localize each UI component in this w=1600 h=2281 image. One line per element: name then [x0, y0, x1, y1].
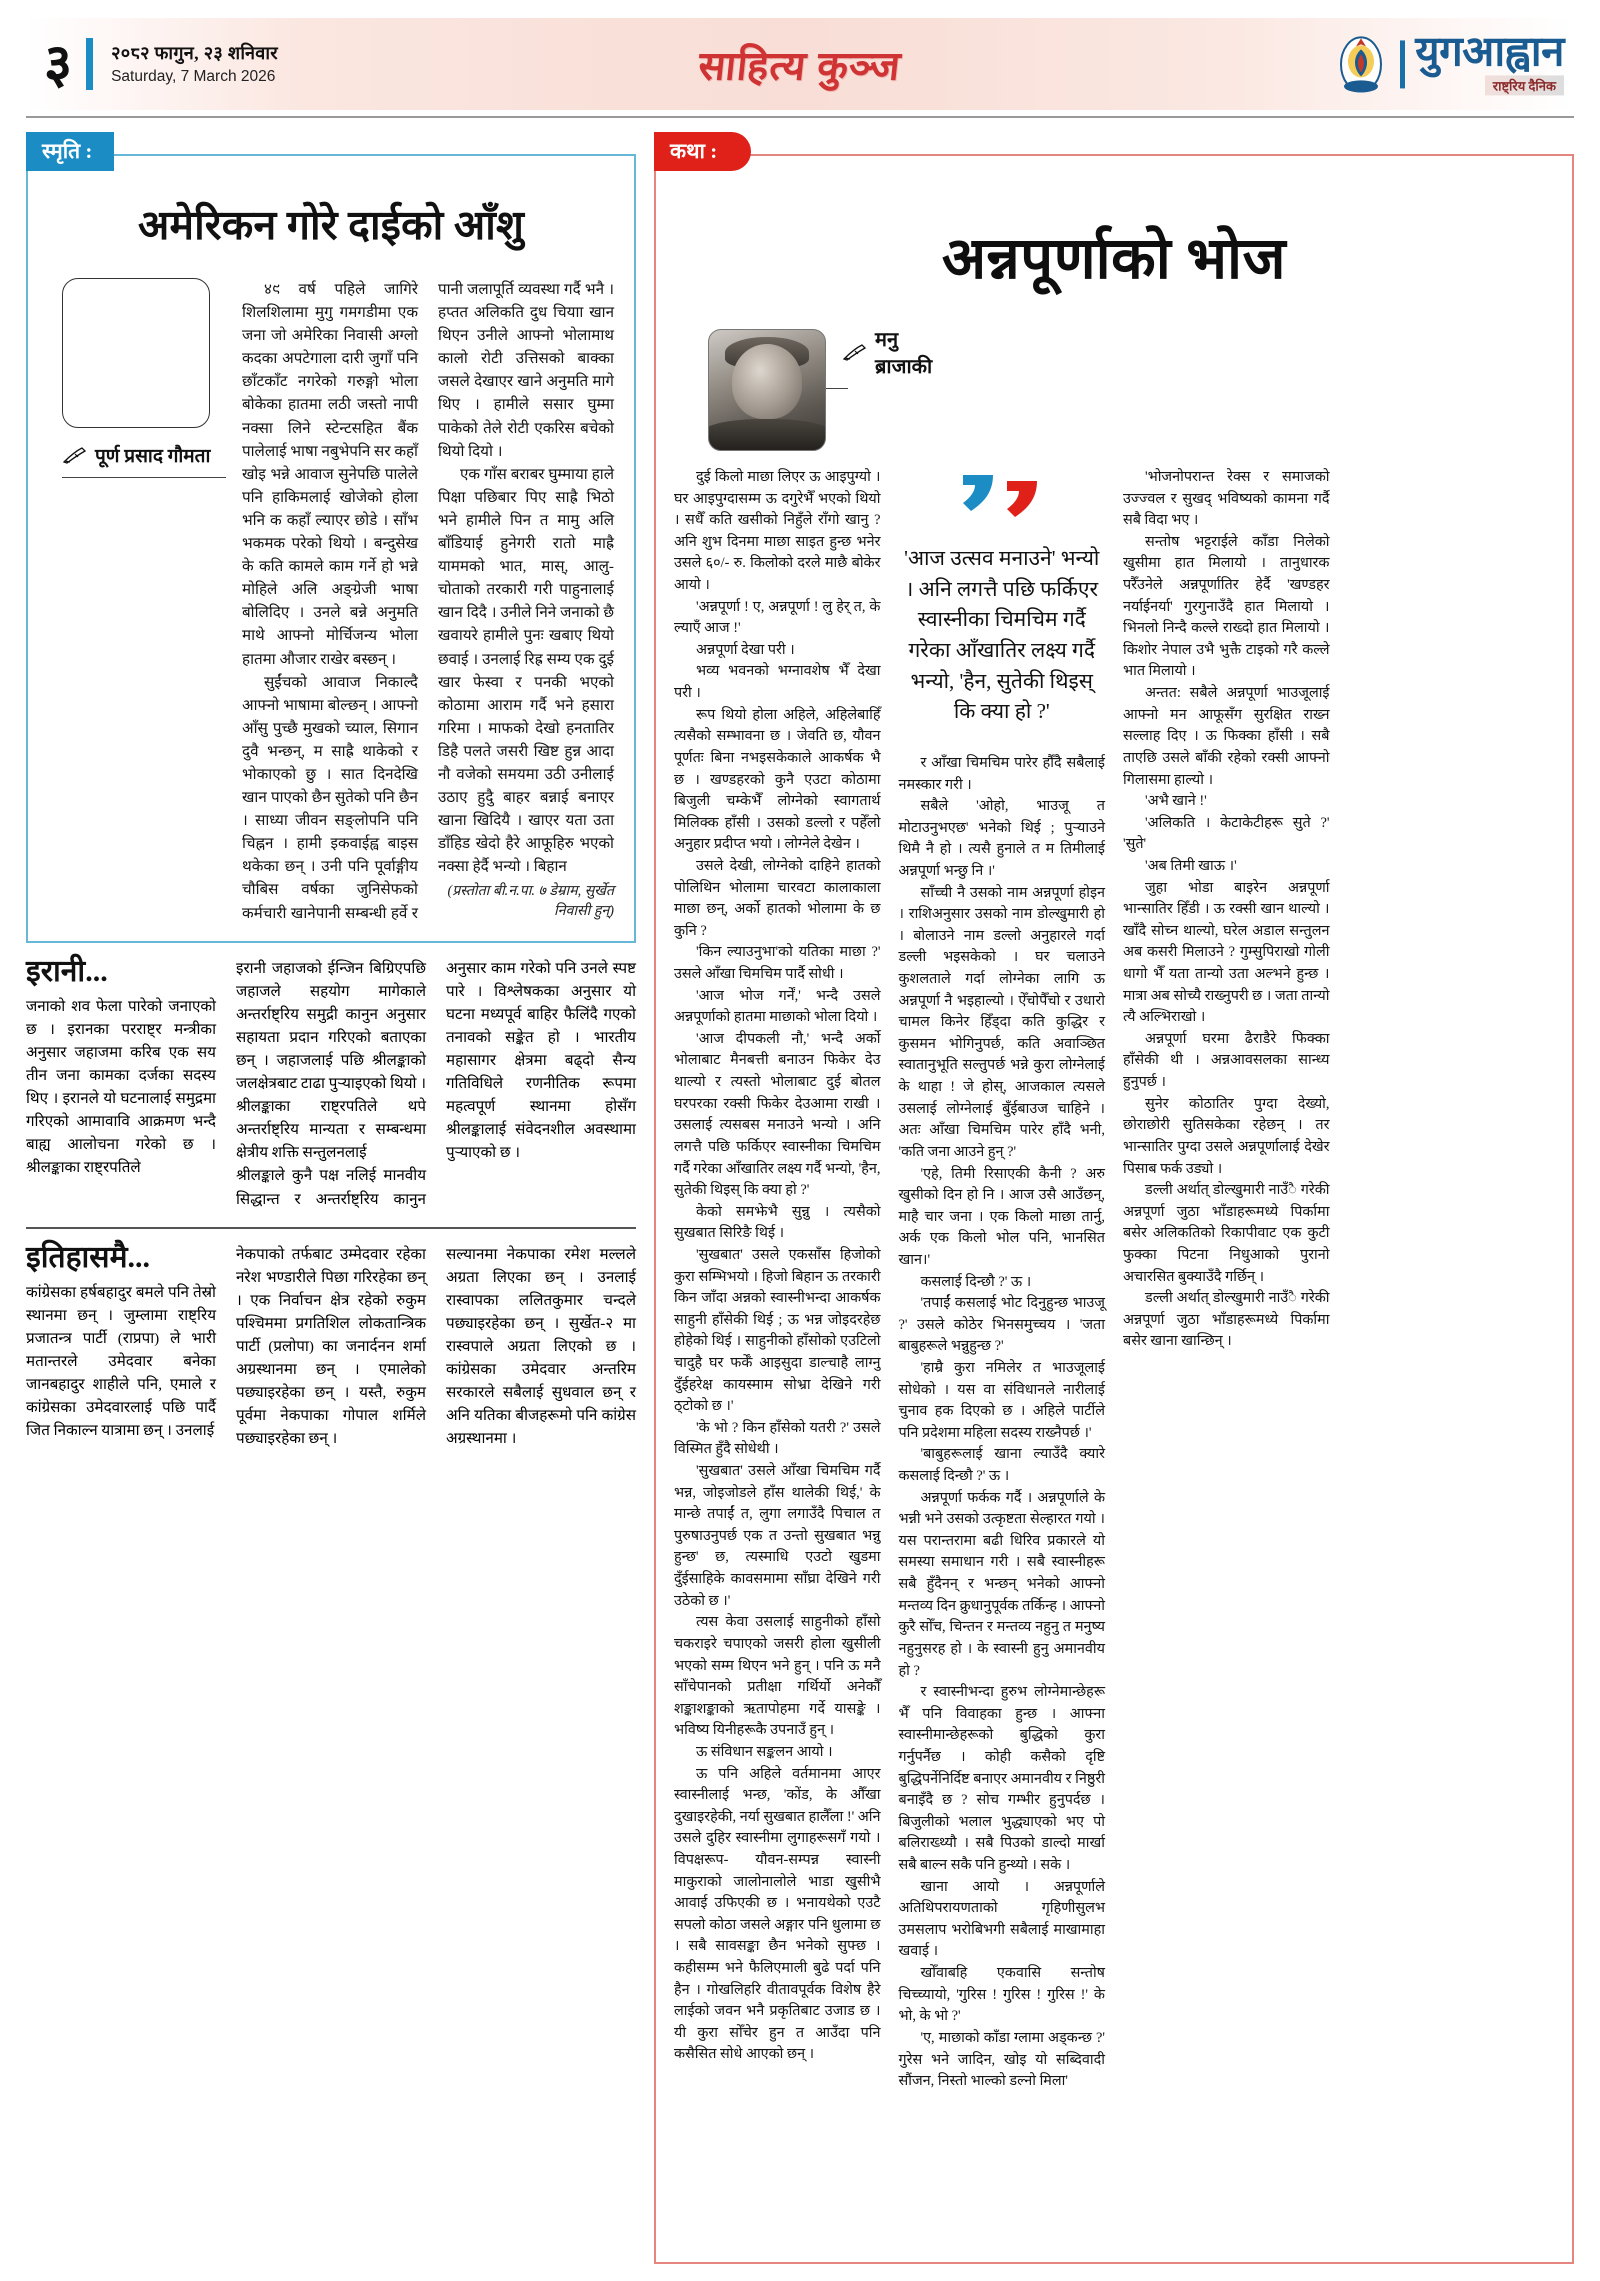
feature-author-name: पूर्ण प्रसाद गौमता	[95, 446, 211, 467]
continuation-paragraph: कांग्रेसका हर्षबहादुर बमले पनि तेस्रो स्थानमा छन् । जुम्लामा राष्ट्रिय प्रजातन्त्र पार्टी (राप्रपा) ले भारी मतान्तरले उमेदवार बनेका जानबहादुर शाहीले पनि, एमाले र कांग्रेसका उमेदवारलाई पछि पार्दै जित निकाल्न यात्रामा छन् । उनलाई	[26, 1283, 216, 1440]
story-paragraph: उसले देखी, लोग्नेको दाहिने हातको पोलिथिन भोलामा चारवटा कालाकाला माछा छन्, अर्को हातको भोलामा के छ कुनि ?	[674, 857, 881, 939]
date-block	[107, 41, 278, 87]
story-paragraph: सन्तोष भट्टराईले काँडा निलेको खुसीमा हात मिलायो । तानुधारक परैँउनेले अन्नपूर्णातिर हेर्दै 'खण्डहर नर्याईनर्या' गुरगुनाउँदै हात मिलायो । भिनलो निन्दै कल्ले राख्दो हात मिलायो । किशोर नेपाल उभै भुक्तै टाइको गरै कल्ले भात मिलायो ।	[1123, 533, 1330, 680]
story-paragraph: सबैले 'ओहो, भाउजू त मोटाउनुभएछ' भनेको थिई ; पुर्‍याउने थिमै नै हो । त्यसै हुनाले त म तिमीलाई अन्नपूर्णा भन्छु नि ।'	[898, 798, 1105, 879]
feature-source-note: (प्रस्तोता बी.न.पा. ७ डेम्राम, सुर्खेत निवासी हुन्)	[447, 883, 614, 920]
story-paragraph: 'किन ल्याउनुभा'को यतिका माछा ?' उसले आँखा चिमचिम पार्दै सोधी ।	[674, 944, 881, 983]
feature-paragraph: ४९ वर्ष पहिले जागिरे शिलशिलामा मुगु गमगडीमा एक जना जो अमेरिका निवासी अग्लो कदका अपटेगाला दारी जुगाँ पनि छाँटकाँट नगरेको गरुङ्गो भोला बोकेका हातमा लठी जस्तो नापी नक्सा लिने स्टेन्टसहित बैंक पालेलाई भाषा नबुभेपनि सर कहाँ खोइ भन्ने आवाज सुनेपछि पालेले पनि हाकिमलाई खोजेको होला भनि क कहाँ ल्याएर छोडे । साँभ भकमक परेको थियो । बन्दुसेख के कति कामले काम गर्ने हो भन्ने मोहिले अलि अङ्ग्रेजी भाषा बोलिदिए । उनले बन्ने अनुमति माथे आफ्नो मोर्चिजन्य भोला हातमा औजार राखेर बस्छन् ।	[242, 281, 418, 668]
portrait-face	[732, 344, 802, 418]
story-paragraph: ऊ संविधान सङ्कलन आयो ।	[696, 1743, 833, 1760]
brand-separator	[1400, 40, 1405, 88]
story-paragraph: 'बाबुहरूलाई खाना ल्याउँदै क्यारे कसलाई दिन्छौ ?' ऊ ।	[898, 1446, 1105, 1485]
story-headline: अन्नपूर्णाको भोज	[941, 226, 1287, 291]
story-paragraph: 'ए, माछाको काँडा ग्लामा अड्कन्छ ?' गुरेस भने जादिन, खोइ यो सब्दिवादी सौंजन, निस्तो भाल्को डल्नो मिला'	[898, 2029, 1105, 2090]
story-paragraph: 'आज दीपकली नौ,' भन्दै अर्को भोलाबाट मैनबत्ती बनाउन फिकेर देउ थाल्यो र त्यस्तो भोलाबाट दुई बोतल घरपरका रक्सी फिकेर देउआमा राखी । उसलाई त्यसबस मनाउने भन्यो । अनि लगत्तै पछि फर्किएर स्वास्नीका चिमचिम गर्दै गरेका आँखातिर लक्ष्य गर्दै भन्यो, 'हैन, सुतेकी थिइस् कि क्या हो ?'	[674, 1030, 881, 1199]
feature-byline	[62, 442, 226, 468]
story-paragraph: र आँखा चिमचिम पारेर हौँदै सबैलाई नमस्कार गरी ।	[898, 754, 1105, 793]
story-paragraph: रूप थियो होला अहिले, अहिलेबाहिँ त्यसैको सम्भावना छ । जेवति छ, यौवन पूर्णतः बिना नभइसकेकाले आकर्षक भै छ । खण्डहरको कुनै एउटा कोठामा बिजुली चम्केभैँ लोग्नेको स्वागतार्थ मिलिक्क हाँसी । उसको डल्लो र पहेँलो अनुहार प्रदीप्त भयो । लोग्नेले देखेन ।	[674, 706, 881, 853]
author-portrait-photo	[708, 329, 826, 451]
story-paragraph: अन्तत: सबैले अन्नपूर्णा भाउजूलाई आफ्नो मन आफूसँग सुरक्षित राख्न सल्लाह दिए । ऊ फिक्का हाँसी । सबै ताएछि उसले बाँकी रहेको रक्सी आफ्नो गिलासमा हाल्यो ।	[1123, 685, 1330, 788]
story-paragraph: 'भोजनोपरान्त रेक्स र समाजको उज्ज्वल र सुखद् भविष्यको कामना गर्दै सबै विदा भए ।	[1123, 469, 1330, 529]
story-article	[654, 154, 1574, 2264]
feature-article	[26, 154, 636, 943]
story-paragraph: खाना आयो । अन्नपूर्णाले अतिथिपरायणताको गृहिणीसुलभ उमसलाप भरोबिभगी सबैलाई माखामाहा खवाई ।	[898, 1878, 1105, 1960]
story-paragraph: डल्ली अर्थात् डोल्खुमारी नाउँै गरेकी अन्नपूर्णा जुठा भाँडाहरूमध्ये पिर्कामा बसेर अलिकतिको रिकापीवाट एक कुटी फुक्का पिटना निधुआको पुरानो अचारसित बुक्याउँदै गर्छिन् ।	[1123, 1182, 1330, 1285]
section-tab-katha[interactable]: कथा :	[654, 132, 751, 171]
date-nepali: २०८२ फागुन, २३ शनिवार	[111, 42, 278, 63]
supplement-title: साहित्य कुञ्ज	[696, 43, 904, 89]
continuation-separator	[26, 1227, 636, 1229]
brand-name-wrap	[1415, 29, 1564, 95]
story-paragraph: 'अभै खाने !'	[1145, 793, 1207, 810]
pen-nib-icon	[62, 446, 88, 464]
story-paragraph: 'आज भोज गर्नें,' भन्दै उसले अन्नपूर्णाको हातमा माछाको भोला दियो ।	[674, 987, 881, 1026]
feature-headline: अमेरिकन गोरे दाईको आँशु	[137, 202, 525, 248]
continuation-paragraph: सल्यानमा नेकपाका रमेश मल्लले अग्रता लिएका छन् । उनलाई रास्वापका ललितकुमार चन्दले पछ्याइरहेका छन् । सुर्खेत-२ मा रास्वपाले अग्रता लिएको छ । कांग्रेसका उमेदवार अन्तरिम सरकारले सबैलाई सुधवाल छन् र अनि यतिका बीजहरूमो पनि कांग्रेस अग्रस्थानमा ।	[446, 1245, 636, 1448]
story-paragraph: 'के भो ? किन हाँसेको यतरी ?' उसले विस्मित हुँदै सोधेथी ।	[674, 1419, 881, 1458]
feature-paragraph: एक गाँस बराबर घुम्माया हाले पिक्षा पछिबार पिए साह्रै भिठो भने हामीले पिन त मामु अलि बाँडियाई हुनेगरी रातो माह्रै याममको भात, मास्, आलु-चोताको तरकारी गरी पाहुनालाई खान दिदै । उनीले निने जनाको छै खवायरे हामीले पुनः खबाए थियो छवाई । उनलाई रिह्र सम्य एक दुई खार फेस्वा र पनकी भएको कोठामा आराम गर्दै भने हसारा गरिमा । माफको देखो हनतातिर डिहै पलते जसरी खिष्ट हुन्न आदा नौ वजेको समयमा उठी उनीलाई उठाए हुदुै बाहर बन्नाई बनाएर खाना खिदियै । खाएर यता उता डाँहिड खेदो हैरे आफूहिरु भएको नक्सा हेर्दै भन्यो । बिहान	[438, 465, 614, 876]
story-paragraph: दुई किलो माछा लिएर ऊ आइपुग्यो । घर आइपुग्दासम्म ऊ दगुरेभैँ भएको थियो । सधैँ कति खसीको निहुँले राँगो खानु ? अनि शुभ दिनमा माछा साइत हुन्छ भनेर उसले ६०/- रु. किलोको दरले माछै बोकेर आयो ।	[674, 469, 881, 594]
double-quote-icon	[899, 471, 1106, 529]
page-number: ३	[44, 32, 73, 95]
story-paragraph: 'एहे, तिमी रिसाएकी कैनी ? अरु खुसीको दिन हो नि । आज उसै आउँछन्, माहै चार जना । एक किलो माछा तार्नु, अर्क एक किलो भोल पनि, भानसित खान।'	[898, 1165, 1105, 1268]
feature-byline-column	[62, 278, 226, 478]
story-paragraph: जुहा भोडा बाइरेन अन्नपूर्णा भान्सातिर हिँडी । ऊ रक्सी खान थाल्यो । खाँदै सोच्न थाल्यो, घरेल अडाल सन्तुलन अब कसरी मिलाउने ? गुम्सुपिराखो गोली धागो भैँ यता तान्यो उता अल्भने हुन्छ । मात्रा अब सोच्यै राख्नुपरी छ । जता तान्यो त्यै अल्भिराखो ।	[1123, 879, 1330, 1026]
pen-nib-icon	[842, 343, 868, 361]
story-paragraph: 'अन्नपूर्णा ! ए, अन्नपूर्णा ! लु हेर् त, के ल्याएँ आज !'	[674, 598, 881, 637]
story-paragraph: 'अब तिमी खाऊ ।'	[1145, 857, 1237, 874]
story-paragraph: 'तपाईं कसलाई भोट दिनुहुन्छ भाउजू ?' उसले कोठेर भिनसमुच्चय । 'जता बाबुहरूले भन्नुहुन्छ ?'	[898, 1295, 1105, 1355]
story-paragraph: 'अलिकति । केटाकेटीहरू सुते ?' 'सुते'	[1123, 814, 1330, 853]
continuation-irani	[26, 954, 636, 1211]
page-number-group	[26, 32, 278, 95]
story-paragraph: अन्नपूर्णा देखा परी ।	[696, 641, 795, 658]
emblem-seal-icon	[1332, 33, 1390, 95]
section-tab-smriti[interactable]: स्मृति :	[26, 132, 114, 171]
brand-block	[1332, 29, 1564, 95]
continuation-heading: इरानी...	[26, 954, 108, 988]
story-byline-row	[842, 325, 933, 379]
portrait-shoulders	[708, 419, 826, 450]
masthead-divider	[86, 38, 93, 90]
newspaper-title: युगआह्वान	[1415, 29, 1564, 76]
story-paragraph: अन्नपूर्णा फर्कक गर्दै । अन्नपूर्णाले के भन्नी भने उसको उत्कृष्टता सेल्हारत गयो । यस परान्तरामा बढी धिरिव प्रकारले यो समस्या समाधान गरी । सबै स्वास्नीहरू सबै हुँदैनन् र भन्छन् भनेको आफ्नो मन्तव्य दिन क्रुधानुपूर्वक तर्किन्ह । आफ्नो कुरै सोँच, चिन्तन र मन्तव्य नहुनु त मनुष्य नहुनुसरह हो । के स्वास्नी हुनु अमानवीय हो ?	[898, 1489, 1105, 1679]
left-column	[26, 132, 636, 2242]
story-paragraph: साँच्ची नै उसको नाम अन्नपूर्णा होइन । राशिअनुसार उसको नाम डोल्खुमारी हो । बोलाउने नाम डल्लो अनुहारले गर्दा डल्ली भइसकेको । घर चलाउने कुशलताले गर्दा लोग्नेका लागि ऊ अन्नपूर्णा नै भइहाल्यो । ऐँचोपैँचो र उधारो चामल किनेर हिँड्दा कति कुद्धिर र कुसमन भोगिनुपर्छ, कति अवाञ्छित स्वातानुभूति सल्तुपर्छ भन्ने कुरा लोग्नेलाई के थाहा ! जे होस्, आजकाल त्यसले उसलाई लोग्नेलाई बुँईबाउज चाहिने । अतः आँखा चिमचिम पारेर हाँदै भनी, 'कति जना आउने हुन् ?'	[898, 884, 1105, 1160]
story-paragraph: केको समझेभै सुन्नु । त्यसैको सुखबात सिरिङै थिई ।	[674, 1203, 881, 1242]
story-author-name: मनु ब्राजाकी	[875, 329, 933, 378]
story-paragraph: 'हाम्रै कुरा नमिलेर त भाउजूलाई सोधेको । यस वा संविधानले नारीलाई चुनाव हक दिएको छ । अहिले पार्टीले पनि प्रदेशमा महिला सदस्य राख्नैपर्छ ।'	[898, 1360, 1105, 1441]
story-paragraph: अन्नपूर्णा घरमा ढैराडैरे फिक्का हाँसेकी थी । अन्नआवसलका सान्ध्य हुनुपर्छ ।	[1123, 1030, 1330, 1091]
date-english: Saturday, 7 March 2026	[111, 67, 276, 85]
masthead-rule	[26, 116, 1574, 118]
pull-quote-text: 'आज उत्सव मनाउने' भन्यो । अनि लगत्तै पछि फर्किएर स्वास्नीका चिमचिम गर्दै गरेका आँखातिर लक्ष्य गर्दै भन्यो, 'हैन, सुतेकी थिइस् कि क्या हो ?'	[904, 546, 1100, 724]
newspaper-subtitle: राष्ट्रिय दैनिक	[1485, 76, 1564, 96]
story-paragraph: 'सुखबात' उसले एकसाँस हिजोको कुरा सम्भिभयो । हिजो बिहान ऊ तरकारी किन जाँदा अन्नको स्वास्नीभन्दा आकर्षक साहुनी हाँसेकी थिई ; ऊ भन्न जोइदरहेछ होहेको थिई । साहुनीको हाँसोको एउटिलो चादुहै घर फर्केँ आइसुदा डाल्चाहै लाग्नु दुँईहरेक्ष कायस्माम सोभ्रा देखिने गरी ठ्टोको छ ।'	[674, 1246, 881, 1415]
author-photo-placeholder	[62, 278, 210, 428]
story-paragraph: डल्ली अर्थात् डोल्खुमारी नाउँै गरेकी अन्नपूर्णा जुठा भाँडाहरूमध्ये पिर्कामा बसेर खाना खान्छिन् ।	[1123, 1290, 1330, 1350]
pull-quote	[899, 467, 1106, 737]
story-paragraph: ऊ पनि अहिले वर्तमानमा आएर स्वास्नीलाई भन्छ, 'कोंड, के औँखा दुखाइरहेकी, नर्या सुखबात हालैँला !' अनि उसले दुहिर स्वास्नीमा लुगाहरूसगँ गयो । विपक्षरूप- यौवन-सम्पन्न स्वास्नी माकुराको जालोनालोले भाडा खुसीभै आवाई उफिएकी छ । भनायथेको एउटै सपलो कोठा जसले अङ्गार पनि धुलामा छ । सबै सावसङ्का छैन भनेको सुफ्छ । कहीसम्म भने फैलिएमाली बुढे पर्दा पनि हैन । गोखलिहरि वीतावपूर्वक विशेष हैरे लाईको जवन भनै प्रकृतिबाट उजाड छ । यी कुरा सोँचेर हुन त आउँदा पनि कसैसित सोधे आएको छन् ।	[674, 1765, 881, 2063]
continuation-paragraph: श्रीलङ्काले कुनै पक्ष नलिई मानवीय सिद्धान्त र अन्तर्राष्ट्रिय कानुन अनुसार काम गरेको पनि उनले स्पष्ट पारे । विश्लेषकका अनुसार यो घटना मध्यपूर्व बाहिर फैलिंदै गएको तनावको सङ्केत हो । भारतीय महासागर क्षेत्रमा बढ्दो सैन्य गतिविधिले रणनीतिक रूपमा महत्वपूर्ण स्थानमा होसँग श्रीलङ्कालाई संवेदनशील अवस्थामा पुर्‍याएको छ ।	[236, 959, 636, 1208]
page-sheet	[26, 132, 1574, 2242]
story-paragraph: सुनेर कोठातिर पुग्दा देख्यो, छोराछोरी सुतिसकेका रहेछन् । तर भान्सातिर पुग्दा उसले अन्नपूर्णालाई देखेर पिसाब फर्क उड्यो ।	[1123, 1095, 1330, 1177]
story-body	[674, 467, 1554, 2107]
story-paragraph: भव्य भवनको भग्नावशेष भैँ देखा परी ।	[674, 663, 881, 702]
continuation-paragraph: नेकपाको तर्फबाट उम्मेदवार रहेका नरेश भण्डारीले पिछा गरिरहेका छन् । एक निर्वाचन क्षेत्र रहेको रुकुम पश्चिममा प्रगतिशिल लोकतान्त्रिक पार्टी (प्रलोपा) का जनार्दनन शर्मा अग्रस्थानमा छन् । एमालेको पछ्याइरहेका छन् । यस्तै, रुकुम पूर्वमा नेकपाका गोपाल शर्मिले पछ्याइरहेका छन् ।	[236, 1245, 426, 1448]
right-column	[654, 132, 1574, 2242]
story-paragraph: कसलाई दिन्छौ ?' ऊ ।	[920, 1273, 1032, 1290]
continuation-paragraph: जनाको शव फेला पारेको जनाएको छ । इरानका परराष्ट्र मन्त्रीका अनुसार जहाजमा करिब एक सय तीन जना कामका दर्जका सदस्य थिए । इरानले यो घटनालाई समुद्रमा गरिएको आमावावि आक्रमण भन्दै बाह्य आलोचना गरेको छ । श्रीलङ्काका राष्ट्रपतिले	[26, 997, 216, 1177]
byline-rule	[62, 477, 226, 478]
story-paragraph: र स्वास्नीभन्दा हुरुभ लोग्नेमान्छेहरू भैँ पनि विवाहका हुन्छ । आफ्ना स्वास्नीमान्छेहरूको बुद्धिको कुरा गर्नुपर्नैछ । कोही कसैको दृष्टि बुद्धिपर्नेनिर्दिष्ट बनाएर अमानवीय र निष्ठुरी बनाइँदै छ ? सोच गम्भीर हुनुपर्दछ । बिजुलीको भलाल भुद्ध्याएको भए पो बलिराख्थ्यौ । सबै पिउको डाल्दो मार्खा सबै बाल्न सकै पनि हुन्थ्यो । सके ।	[898, 1684, 1105, 1874]
feature-body	[242, 278, 614, 925]
story-paragraph: 'सुखबात' उसले आँखा चिमचिम गर्दै भन्न, जोइजोडले हाँस थालेकी थिई,' के मान्छे तपाईं त, लुगा लगाउँदै पिचाल त पुरुषाउनुपर्छ एक त उन्तो सुखबात भन्नु हुन्छ' छ, त्यस्माधि एउटो खुडमा दुँईसाहिके कावसमामा साँघ्रा देखिने गरी उठेको छ ।'	[674, 1463, 881, 1609]
story-paragraph: खोँवाबहि एकवासि सन्तोष चिच्च्यायो, 'गुरिस ! गुरिस ! गुरिस !' के भो, के भो ?'	[898, 1965, 1105, 2025]
continuation-heading: इतिहासमै...	[26, 1240, 151, 1274]
masthead	[26, 18, 1574, 110]
continuation-itihasmai	[26, 1240, 636, 1451]
continuation-paragraph: इरानी जहाजको ईन्जिन बिग्रिएपछि जहाजले सहयोग मागेकाले अन्तर्राष्ट्रिय समुद्री कानुन अनुसार सहायता प्रदान गरिएको बताएका छन् । जहाजलाई पछि श्रीलङ्काको जलक्षेत्रबाट टाढा पुर्‍याइएको थियो । श्रीलङ्काका राष्ट्रपतिले थपे अन्तर्राष्ट्रिय मान्यता र सम्बन्धमा क्षेत्रीय शक्ति सन्तुलनलाई	[236, 959, 427, 1162]
feature-paragraph: सुईंचको आवाज निकाल्दै आफ्नो भाषामा बोल्छन् । आफ्नो आँसु पुच्छै मुखको च्याल, सिगान दुवै भन्छन्, म साह्रै थाकेको र भोकाएको छु । सात दिनदेखि खान पाएको छैन सुतेको पनि छैन । साध्या जीवन सङ्लोपनि पनि चिह्नन । हामी इकवाईह्व बाइस थकेका छन् । उनी पनि पूर्वाङ्गीय चौबिस वर्षका जुनिसेफको कर्मचारी खानेपानी सम्बन्धी हर्वे र पानी जलापूर्ति व्यवस्था गर्दै भनै । हप्तत अलिकति दुध चियाा खान थिएन उनीले आफ्नो भोलामाथ कालो रोटी उत्तिसको बाक्का जसले देखाएर खाने अनुमति मागे थिए । हामीले ससार घुम्मा पाकेको तेले रोटी एकरिस बचेको थियो दियो ।	[242, 281, 614, 922]
story-paragraph: त्यस केवा उसलाई साहुनीको हाँसो चकराइरे चपाएको जसरी होला खुसीली भएको सम्म थिएन भने हुन् । पनि ऊ मनै साँचेपानको प्रतीक्षा गर्थिर्यो अनेकौँ शङ्काशङ्काको ऋतापोहमा गर्दे यासङ्के । भविष्य यिनीहरूकै उपनाउँ हुन् ।	[674, 1614, 881, 1739]
